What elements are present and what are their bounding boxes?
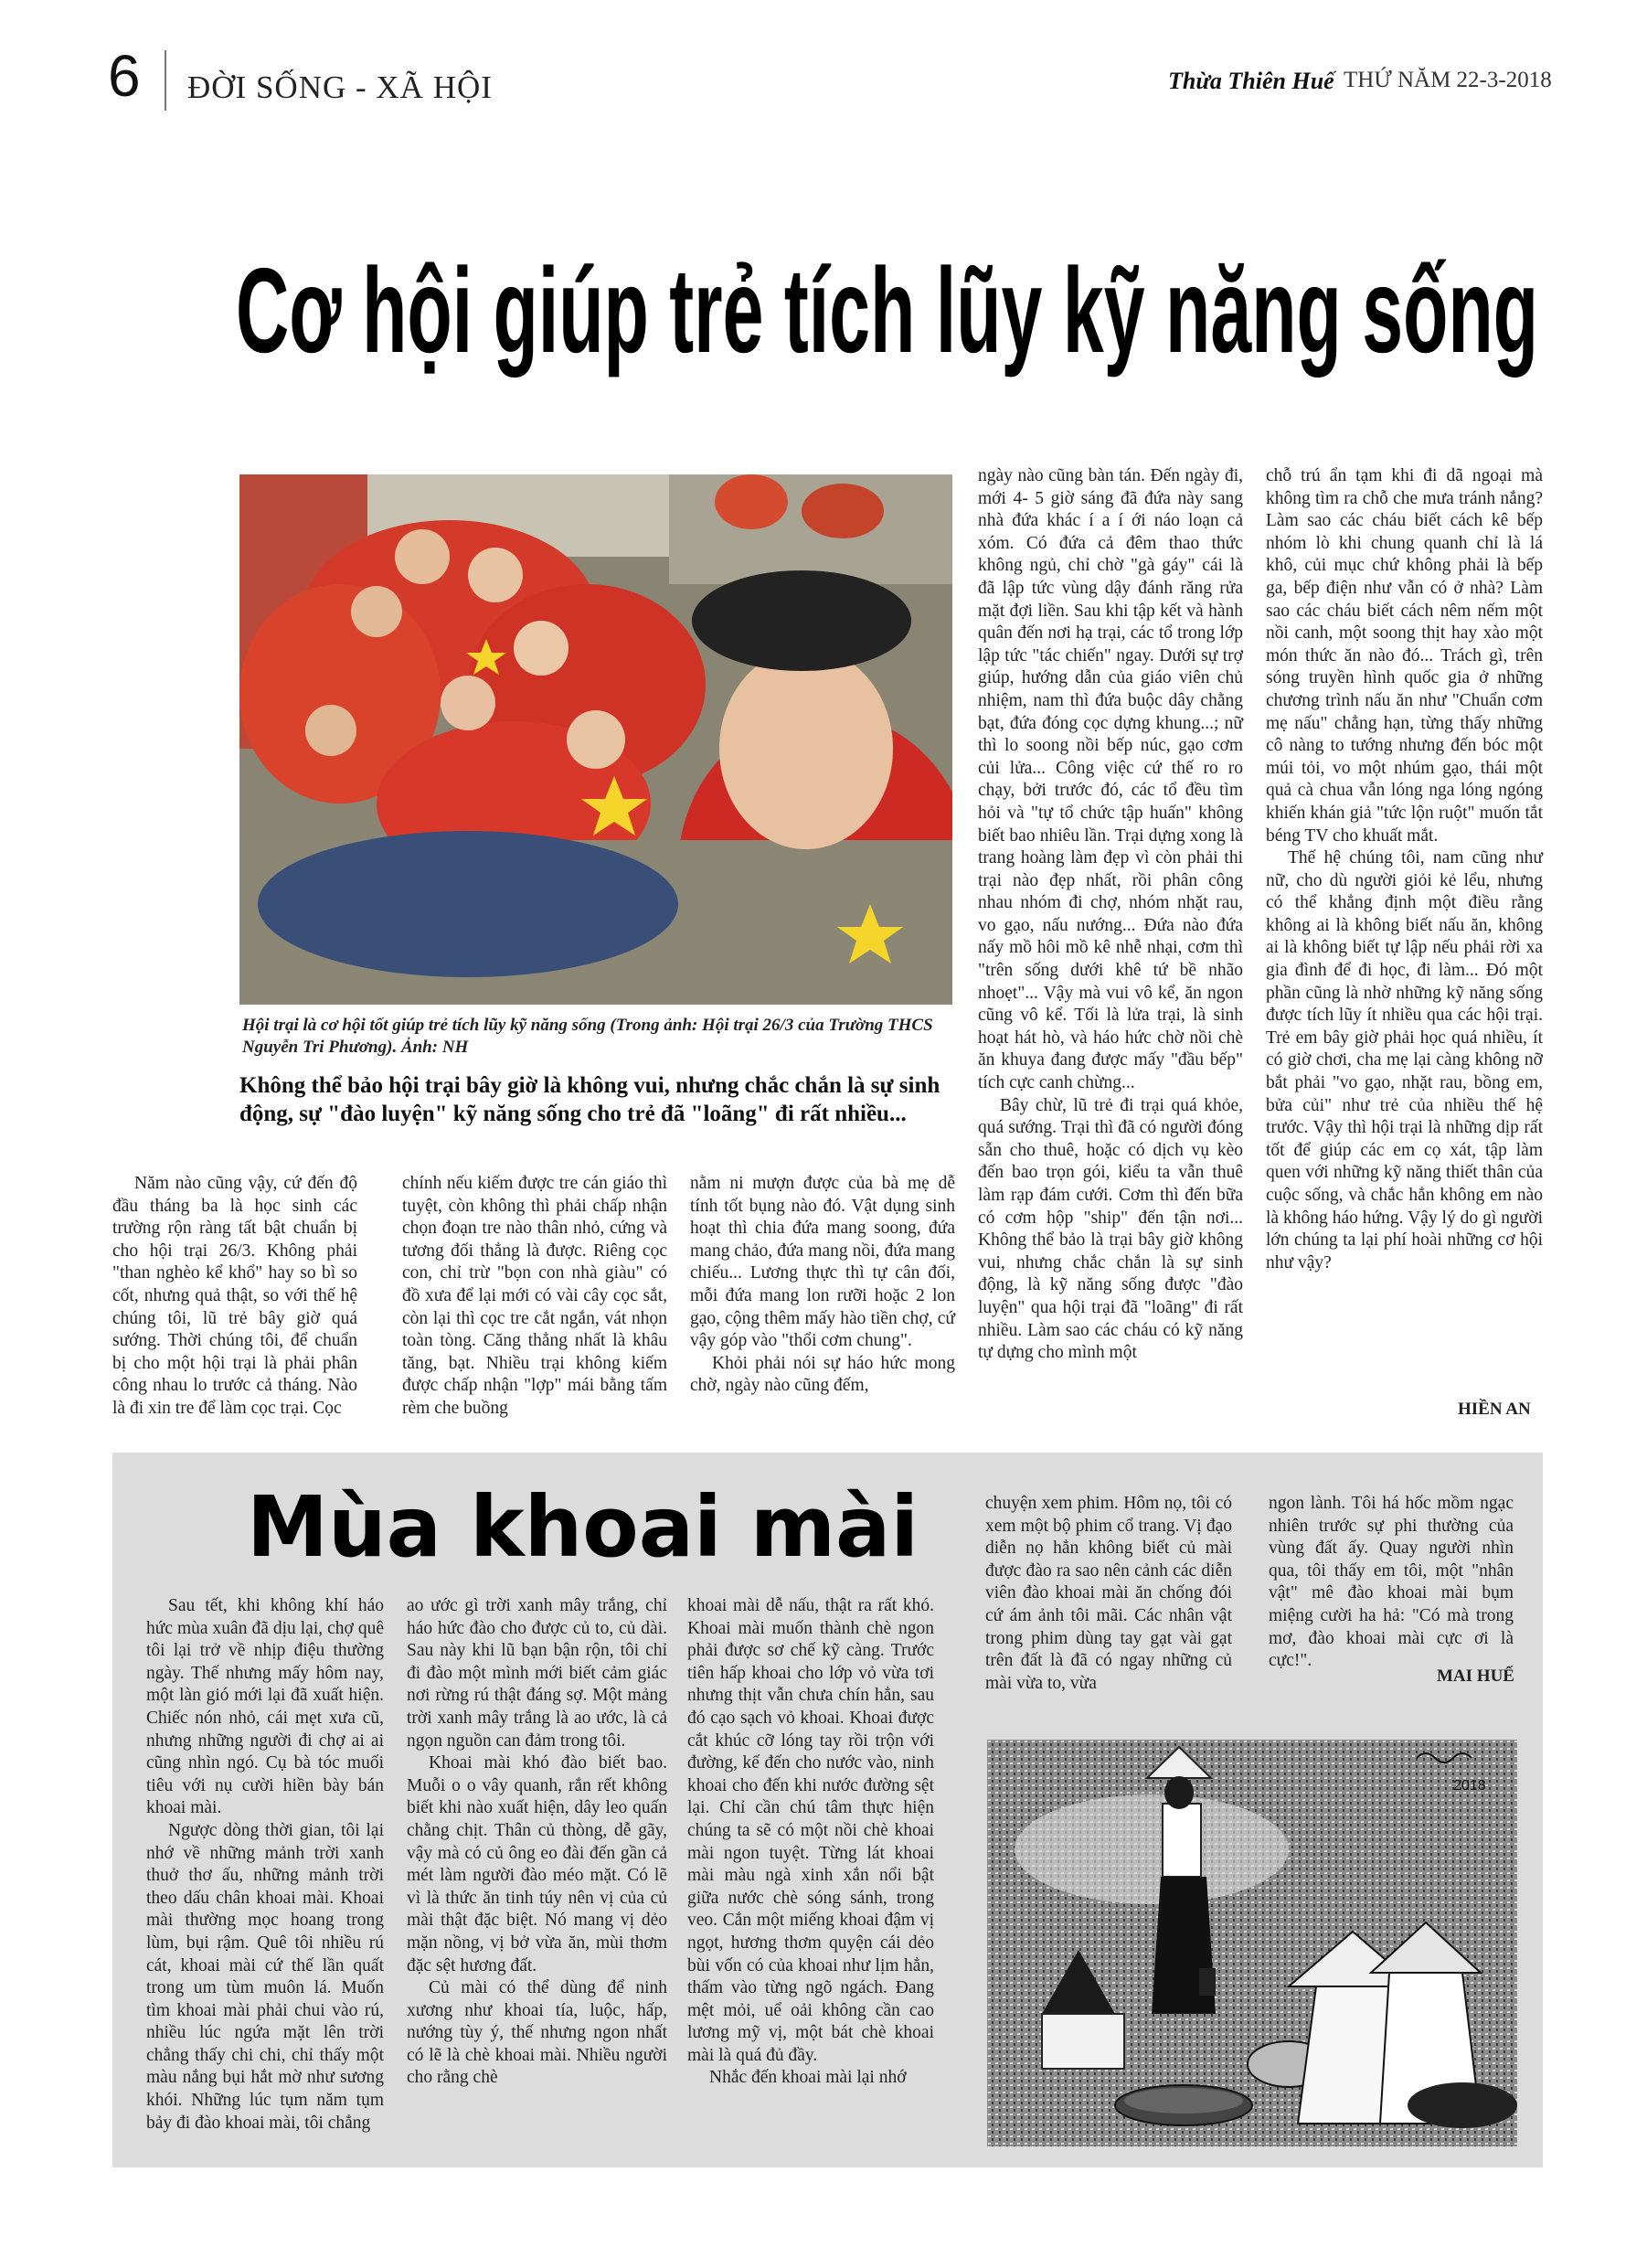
feature-column-2 bbox=[407, 1595, 667, 2090]
paragraph: Năm nào cũng vậy, cứ đến độ đầu tháng ba là học sinh các trường rộn ràng tất bật chuẩn bị cho hội trại 26/3. Không phải "than nghèo kể khổ" hay so bì so cốt, nhưng quả thật, so với thế hệ chúng tôi, lũ trẻ bây giờ quá sướng. Thời chúng tôi, để chuẩn bị cho một hội trại là phải phân công nhau lo trước cả tháng. Nào là đi xin tre để làm cọc trại. Cọc bbox=[112, 1174, 357, 1418]
feature-column-4 bbox=[985, 1493, 1232, 1695]
paragraph: ao ước gì trời xanh mây trắng, chỉ háo hức đào cho được củ to, củ dài. Sau này khi lũ bạn bận rộn, tôi chỉ đi đào một mình mới biết cảm giác nơi rừng rú thật đáng sợ. Một mảng trời xanh mây trắng là ao ước, là cả ngọn nguồn can đảm trong tôi. bbox=[407, 1596, 667, 1751]
feature-column-5 bbox=[1269, 1493, 1514, 1673]
article-column-1 bbox=[112, 1173, 357, 1421]
article-column-2 bbox=[402, 1173, 667, 1421]
article-headline-text: Cơ hội giúp trẻ tích lũy kỹ năng sống bbox=[236, 243, 1538, 378]
paragraph: Nhắc đến khoai mài lại nhớ bbox=[709, 2068, 907, 2088]
paragraph: chuyện xem phim. Hôm nọ, tôi có xem một bộ phim cổ trang. Vị đạo diễn nọ hẳn không biết củ mài được đào ra sao nên cảnh các diễn viên đào khoai mài ăn chống đói cứ ám ảnh tôi mãi. Các nhân vật trong phim dùng tay gạt vài gạt trên đất là đã có ngay những củ mài vừa to, vừa bbox=[985, 1494, 1232, 1693]
article-headline bbox=[236, 192, 1543, 393]
feature-column-1 bbox=[146, 1595, 384, 2135]
page-number: 6 bbox=[108, 43, 141, 109]
issue-date: THỨ NĂM 22-3-2018 bbox=[1344, 68, 1552, 92]
article-column-3 bbox=[690, 1173, 955, 1398]
paragraph: chính nếu kiếm được tre cán giáo thì tuyệt, còn không thì phải chấp nhận chọn đoạn tre nào thân nhỏ, cứng và tương đối thẳng là được. Riêng cọc con, chỉ trừ "bọn con nhà giàu" có đồ xưa để lại mới có vài cây cọc sắt, còn lại thì cọc tre cắt ngắn, vát nhọn toàn tòng. Căng thẳng nhất là khâu tăng, bạt. Nhiều trại không kiếm được chấp nhận "lợp" mái bằng tấm rèm che buồng bbox=[402, 1174, 667, 1418]
camp-photo bbox=[239, 474, 952, 1005]
photo-caption: Hội trại là cơ hội tốt giúp trẻ tích lũy kỹ năng sống (Trong ảnh: Hội trại 26/3 của Trường THCS Nguyễn Tri Phương). Ảnh: NH bbox=[242, 1016, 933, 1057]
publication-name: Thừa Thiên Huế bbox=[1168, 68, 1334, 94]
paragraph: ngon lành. Tôi há hốc mồm ngạc nhiên trước sự phi thường của vùng đất ấy. Quay người nhìn qua, tôi thấy em tôi, một "nhân vật" mê đào khoai mài bụm miệng cười ha hả: "Có mà trong mơ, đào khoai mài cực ơi là cực!". bbox=[1269, 1494, 1514, 1671]
section-name: ĐỜI SỐNG - XÃ HỘI bbox=[187, 69, 493, 105]
paragraph: Ngược dòng thời gian, tôi lại nhớ về những mảnh trời xanh thuở thơ ấu, những mảnh trời theo dấu chân khoai mài. Khoai mài thường mọc hoang trong lùm, bụi rậm. Quê tôi nhiều rú cát, khoai mài cứ thế lần quất trong um tùm muôn lá. Muốn tìm khoai mài phải chui vào rú, nhiều lúc ngứa mặt lên trời chẳng thấy chi chi, chỉ thấy một màu nắng bụi hắt mờ như sương khói. Những lúc tụm năm tụm bảy đi đào khoai mài, tôi chẳng bbox=[146, 1820, 384, 2133]
article-column-5 bbox=[1266, 465, 1543, 1274]
paragraph: nằm ni mượn được của bà mẹ dễ tính tốt bụng nào đó. Vật dụng sinh hoạt thì chia đứa mang soong, đứa mang chảo, đứa mang nồi, đứa mang chiếu... Lương thực thì tự cân đối, mỗi đứa mang lon rưỡi hoặc 2 lon gạo, cộng thêm mấy hào tiền chợ, cứ vậy góp vào "thổi cơm chung". bbox=[690, 1174, 955, 1351]
article-column-4 bbox=[978, 465, 1243, 1365]
paragraph: ngày nào cũng bàn tán. Đến ngày đi, mới 4- 5 giờ sáng đã đứa này sang nhà đứa khác í a í ới náo loạn cả xóm. Có đứa cả đêm thao thức không ngủ, chỉ chờ "gà gáy" cái là đã lập tức vùng dậy đánh răng rửa mặt đợi liền. Sau khi tập kết và hành quân đến nơi hạ trại, các tổ trong lớp lập tức "tác chiến" ngay. Dưới sự trợ giúp, hướng dẫn của giáo viên chủ nhiệm, nam thì đứa buộc dây chằng bạt, đứa đóng cọc dựng khung...; nữ thì lo soong nồi bếp núc, gạo cơm củi lửa... Công việc cứ thế ro ro chạy, bởi trước đó, các tổ đều tìm hỏi và "tự tổ chức tập huấn" không biết bao nhiêu lần. Trại dựng xong là trang hoàng làm đẹp vì còn phải thi trại nào đẹp nhất, rồi phân công nhau nhóm đi chợ, nhóm nhặt rau, vo gạo, nấu nướng... Đứa nào đứa nấy mồ hôi mồ kê nhễ nhại, cơm thì "trên sống dưới khê tứ bề nhão nhoẹt"... Vậy mà vui vô kể, ăn ngon cũng vô kể. Tối là lửa trại, là sinh hoạt hát hò, và háo hức chờ nồi chè ăn khuya đang được mấy "đầu bếp" tích cực canh chừng... bbox=[978, 466, 1243, 1093]
header-divider bbox=[165, 50, 166, 111]
paragraph: Khỏi phải nói sự háo hức mong chờ, ngày nào cũng đếm, bbox=[690, 1353, 955, 1396]
article-lead: Không thể bảo hội trại bây giờ là không vui, nhưng chắc chắn là sự sinh động, sự "đào luyện" kỹ năng sống cho trẻ đã "loãng" đi rất nhiều... bbox=[239, 1073, 940, 1126]
feature-column-3 bbox=[687, 1595, 934, 2090]
feature-headline-text: Mùa khoai mài bbox=[247, 1478, 919, 1572]
paragraph: Khoai mài khó đào biết bao. Muỗi o o vây quanh, rắn rết không biết khi nào xuất hiện, dây leo quấn chằng chịt. Thân củ thòng, dễ gãy, vậy mà có củ ông eo đài đến gần cả mét làm người đào méo mặt. Có lẽ vì là thức ăn tinh túy nên vị của củ mài thật đặc biệt. Nó mang vị dẻo mặn nồng, vị bở vừa ăn, mùi thơm đặc sệt hương đất. bbox=[407, 1753, 667, 1975]
paragraph: Thế hệ chúng tôi, nam cũng như nữ, cho dù người giỏi kẻ lểu, nhưng có thể khẳng định một điều rằng không ai là không biết nấu ăn, không ai là không biết tự lập nếu phải rời xa gia đình để đi học, đi làm... Đó một phần cũng là nhờ những kỹ năng sống được tích lũy ít nhiều qua các hội trại. Trẻ em bây giờ phải học quá nhiều, ít có giờ chơi, cha mẹ lại càng không nỡ bắt phải "vo gạo, nhặt rau, bồng em, bửa củi" như trẻ của nhiều thế hệ trước. Vậy thì hội trại là những dịp rất tốt để giúp các em cọ xát, tập làm quen với những kỹ năng thiết thân của cuộc sống, và chắc hẳn không em nào là không háo hứng. Vậy lý do gì người lớn chúng ta lại phí hoài những cơ hội như vậy? bbox=[1266, 848, 1543, 1272]
paragraph: khoai mài dễ nấu, thật ra rất khó. Khoai mài muốn thành chè ngon phải được sơ chế kỹ càng. Trước tiên hấp khoai cho lớp vỏ vừa tơi nhưng thịt vẫn chưa chín hẳn, sau đó cạo sạch vỏ khoai. Khoai được cắt khúc cỡ lóng tay rồi trộn với đường, kế đến cho nước vào, ninh khoai cho đến khi nước đường sệt lại. Chỉ cần chú tâm thực hiện chúng ta sẽ có một nồi chè khoai mài ngon tuyệt. Từng lát khoai mài màu ngà xinh xắn nổi bật giữa nước chè sóng sánh, trong veo. Cắn một miếng khoai đậm vị ngọt, hương thơm quyện cái dẻo bùi vốn có của khoai như lịm hẳn, thấm vào từng ngõ ngách. Đang mệt mỏi, uể oải không cần cao lương mỹ vị, một bát chè khoai mài là quá đủ đầy. bbox=[687, 1596, 934, 2065]
feature-byline: MAI HUẾ bbox=[1437, 1666, 1514, 1686]
paragraph: chỗ trú ẩn tạm khi đi dã ngoại mà không tìm ra chỗ che mưa tránh nắng? Làm sao các cháu biết cách kê bếp nhóm lò khi chung quanh chỉ là lá khô, củi mục chứ không phải là bếp ga, bếp điện như vẫn có ở nhà? Làm sao các cháu biết cách nêm nếm một nồi canh, một soong thịt hay xào một món thức ăn nào đó... Trách gì, trên sóng truyền hình quốc gia ở những chương trình nấu ăn như "Chuẩn cơm mẹ nấu" chẳng hạn, từng thấy những cô nàng to tướng nhưng đến bóc một múi tỏi, vo một nhúm gạo, thái một quả cà chua vẫn lóng nga lóng ngóng khiến khán giả "tức lộn ruột" muốn tắt béng TV cho khuất mắt. bbox=[1266, 466, 1543, 846]
paragraph: Củ mài có thể dùng để ninh xương như khoai tía, luộc, hấp, nướng tùy ý, thế nhưng ngon nhất có lẽ là chè khoai mài. Nhiều người cho rằng chè bbox=[407, 1978, 667, 2088]
paragraph: Bây chừ, lũ trẻ đi trại quá khỏe, quá sướng. Trại thì đã có người đóng sẵn cho thuê, hoặc có dịch vụ kèo đến bao trọn gói, kiểu ta vẫn thuê làm rạp đám cưới. Cơm thì đến bữa có cơm hộp "ship" đến tận nơi... Không thể bảo là trại bây giờ không vui, nhưng chắc chắn là sự sinh động, là kỹ năng sống được "đào luyện" qua hội trại đã "loãng" đi rất nhiều. Làm sao các cháu có kỹ năng tự dựng cho mình một bbox=[978, 1095, 1243, 1363]
illustration-signature: 2018 bbox=[1453, 1778, 1486, 1794]
paragraph: Sau tết, khi không khí háo hức mùa xuân đã dịu lại, chợ quê tôi lại trở về nhịp điệu thường ngày. Thế nhưng mấy hôm nay, một làn gió mới lại đã xuất hiện. Chiếc nón nhỏ, cái mẹt xưa cũ, nhưng những người đi chợ ai ai cũng nhìn ngó. Cụ bà tóc muối tiêu với nụ cười hiền bày bán khoai mài. bbox=[146, 1596, 384, 1818]
feature-headline bbox=[245, 1472, 921, 1572]
article-byline: HIỀN AN bbox=[1458, 1400, 1531, 1419]
market-illustration bbox=[987, 1740, 1517, 2146]
